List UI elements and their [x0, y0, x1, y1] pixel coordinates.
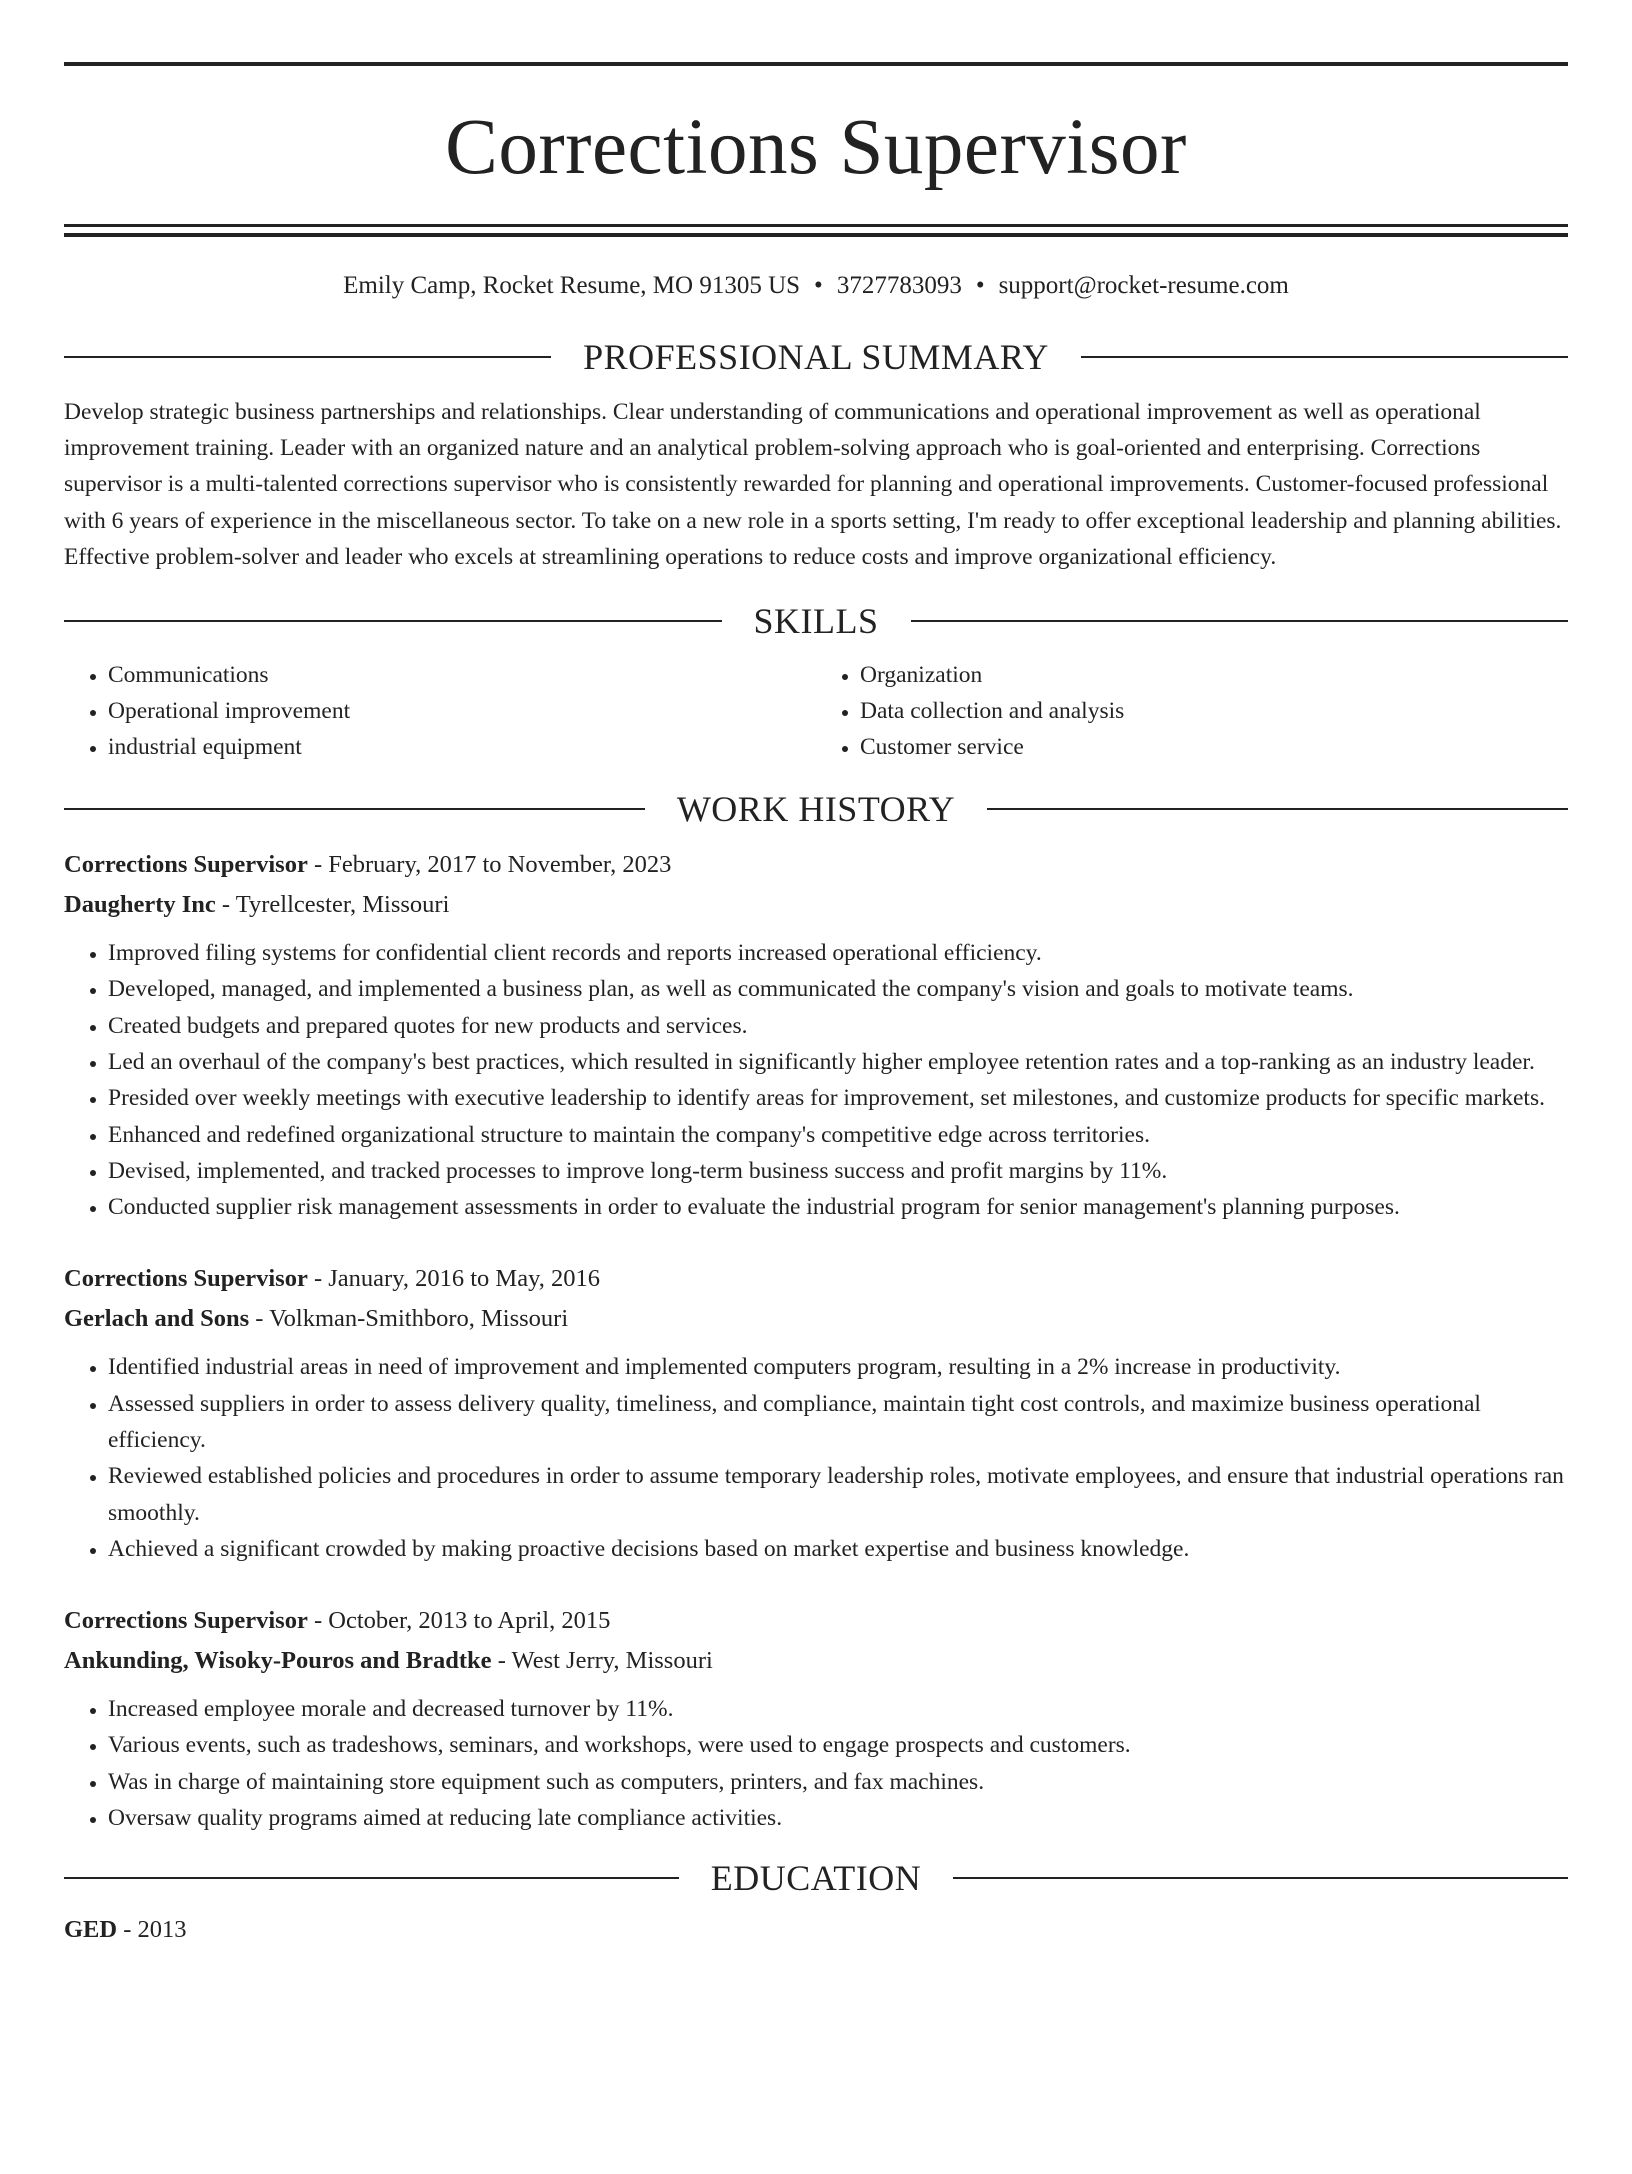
job-bullet: • Improved filing systems for confidential client records and reports increased operational efficiency.: [108, 935, 1568, 971]
job-company-line: [64, 885, 1568, 925]
section-rule: [64, 620, 722, 622]
job-role-line: [64, 1601, 1568, 1641]
job-company: Daugherty Inc: [64, 891, 216, 919]
job-bullet: • Various events, such as tradeshows, seminars, and workshops, were used to engage prospects and customers.: [108, 1727, 1568, 1763]
contact-email: support@rocket-resume.com: [998, 272, 1289, 299]
skill-item: • Operational improvement: [108, 693, 816, 729]
job-bullet: • Enhanced and redefined organizational structure to maintain the company's competitive edge across territories.: [108, 1117, 1568, 1153]
section-rule: [64, 1877, 679, 1879]
skills-column-left: [64, 657, 816, 765]
job-dates: - October, 2013 to April, 2015: [307, 1607, 611, 1635]
job-bullet: • Created budgets and prepared quotes for new products and services.: [108, 1008, 1568, 1044]
section-header-summary: [64, 337, 1568, 377]
education-year: - 2013: [117, 1916, 187, 1944]
section-header-work: [64, 789, 1568, 829]
education-degree: GED: [64, 1916, 118, 1944]
skill-item: • Data collection and analysis: [860, 693, 1568, 729]
contact-phone: 3727783093: [836, 272, 962, 299]
job-bullet: • Devised, implemented, and tracked processes to improve long-term business success and profit margins by 11%.: [108, 1153, 1568, 1189]
section-rule: [953, 1877, 1568, 1879]
skills-column-right: [816, 657, 1568, 765]
job-role-line: [64, 1259, 1568, 1299]
section-title: SKILLS: [753, 601, 879, 642]
job-location: - Tyrellcester, Missouri: [215, 891, 450, 919]
job-bullets: [64, 935, 1568, 1225]
job-bullet: • Developed, managed, and implemented a business plan, as well as communicated the company's vision and goals to motivate teams.: [108, 971, 1568, 1007]
skill-item: • Organization: [860, 657, 1568, 693]
section-rule: [64, 356, 551, 358]
job-bullet: • Assessed suppliers in order to assess delivery quality, timeliness, and compliance, maintain tight cost controls, and maximize business operational efficiency.: [108, 1386, 1568, 1459]
resume-title: Corrections Supervisor: [445, 104, 1187, 191]
job-bullet: • Identified industrial areas in need of improvement and implemented computers program, resulting in a 2% increase in productivity.: [108, 1349, 1568, 1385]
job-bullet: • Conducted supplier risk management assessments in order to evaluate the industrial program for senior management's planning purposes.: [108, 1189, 1568, 1225]
job-entry: [64, 845, 1568, 1225]
job-dates: - February, 2017 to November, 2023: [307, 851, 672, 879]
job-bullet: • Presided over weekly meetings with executive leadership to identify areas for improvement, set milestones, and customize products for specific markets.: [108, 1080, 1568, 1116]
section-header-education: [64, 1858, 1568, 1898]
contact-separator: •: [814, 272, 823, 299]
job-role: Corrections Supervisor: [64, 1607, 308, 1635]
education-entry: [64, 1910, 1568, 1950]
job-bullet: • Achieved a significant crowded by making proactive decisions based on market expertise and business knowledge.: [108, 1531, 1568, 1567]
job-bullet: • Increased employee morale and decreased turnover by 11%.: [108, 1691, 1568, 1727]
job-company-line: [64, 1641, 1568, 1681]
section-title: EDUCATION: [710, 1858, 922, 1899]
job-bullet: • Reviewed established policies and procedures in order to assume temporary leadership roles, motivate employees, and ensure that industrial operations ran smoothly.: [108, 1458, 1568, 1531]
skill-item: • Communications: [108, 657, 816, 693]
section-title: PROFESSIONAL SUMMARY: [583, 337, 1049, 377]
job-role: Corrections Supervisor: [64, 1265, 308, 1293]
skills-list: [64, 657, 1568, 765]
job-company: Gerlach and Sons: [64, 1305, 250, 1333]
job-bullet: • Oversaw quality programs aimed at reducing late compliance activities.: [108, 1800, 1568, 1836]
job-company: Ankunding, Wisoky-Pouros and Bradtke: [64, 1647, 492, 1675]
skill-item: • industrial equipment: [108, 729, 816, 765]
job-bullet: • Led an overhaul of the company's best practices, which resulted in significantly higher employee retention rates and a top-ranking as an industry leader.: [108, 1044, 1568, 1080]
title-double-rule: [64, 224, 1568, 237]
job-company-line: [64, 1299, 1568, 1339]
job-entry: [64, 1601, 1568, 1836]
section-rule: [911, 620, 1569, 622]
job-location: - Volkman-Smithboro, Missouri: [249, 1305, 569, 1333]
contact-line: [64, 271, 1568, 301]
section-header-skills: [64, 601, 1568, 641]
job-bullet: • Was in charge of maintaining store equipment such as computers, printers, and fax machines.: [108, 1764, 1568, 1800]
job-role: Corrections Supervisor: [64, 851, 308, 879]
contact-separator: •: [975, 272, 985, 299]
contact-address: Emily Camp, Rocket Resume, MO 91305 US: [343, 272, 801, 299]
job-bullets: [64, 1349, 1568, 1567]
job-location: - West Jerry, Missouri: [491, 1647, 713, 1675]
job-entry: [64, 1259, 1568, 1567]
job-bullets: [64, 1691, 1568, 1836]
section-rule: [1081, 356, 1568, 358]
job-role-line: [64, 845, 1568, 885]
skill-item: • Customer service: [860, 729, 1568, 765]
job-dates: - January, 2016 to May, 2016: [307, 1265, 600, 1293]
section-title: WORK HISTORY: [676, 789, 956, 830]
section-rule: [987, 808, 1568, 810]
resume-page: [0, 62, 1632, 2174]
section-rule: [64, 808, 645, 810]
summary-text: Develop strategic business partnerships and relationships. Clear understanding of communications and operational improvement as well as operational improvement training. Leader with an organized nature and an analytical problem-solving approach who is goal-oriented and enterprising. Corrections supervisor is a multi-talented corrections supervisor who is consistently rewarded for planning and operational improvements. Customer-focused professional with 6 years of experience in the miscellaneous sector. To take on a new role in a sports setting, I'm ready to offer exceptional leadership and planning abilities. Effective problem-solver and leader who excels at streamlining operations to reduce costs and improve organizational efficiency.: [64, 399, 1562, 570]
